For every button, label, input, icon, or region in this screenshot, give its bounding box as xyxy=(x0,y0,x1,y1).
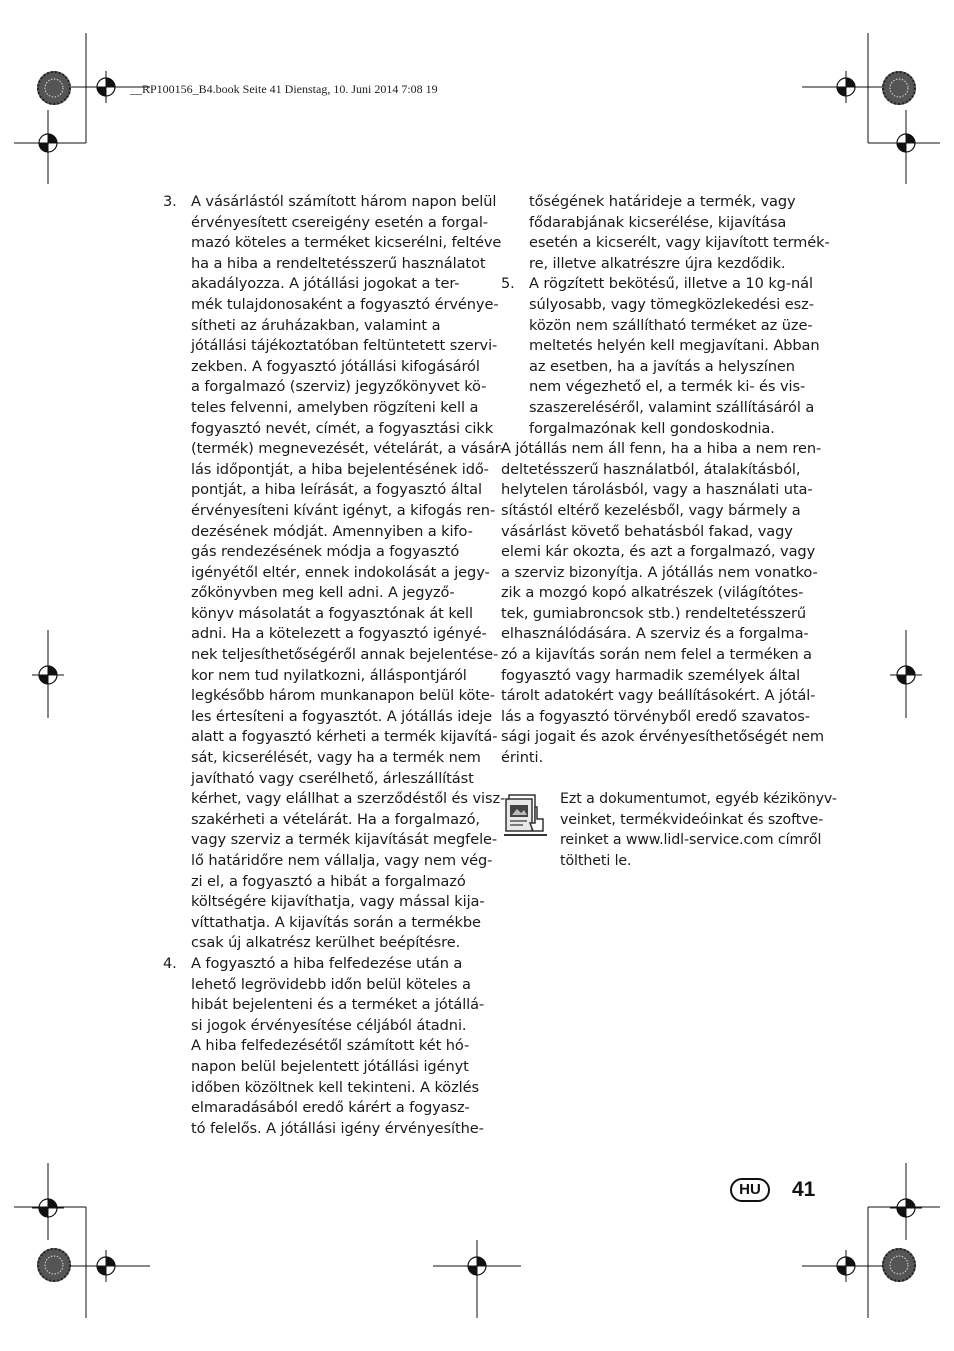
text-line: tó felelős. A jótállási igény érvényesíthe- xyxy=(191,1119,484,1137)
text-line: súlyosabb, vagy tömegközlekedési esz- xyxy=(529,295,814,313)
text-line: lás időpontját, a hiba bejelentésének idő- xyxy=(191,460,489,478)
text-line: si jogok érvényesítése céljából átadni. xyxy=(191,1016,467,1034)
text-line: A fogyasztó a hiba felfedezése után a xyxy=(191,954,463,972)
page-number: 41 xyxy=(792,1178,816,1201)
text-line: érinti. xyxy=(501,749,543,767)
text-line: sítheti az áruházakban, valamint a xyxy=(191,316,441,334)
text-line: ha a hiba a rendeltetésszerű használatot xyxy=(191,254,486,272)
text-line: lehető legrövidebb időn belül köteles a xyxy=(191,975,471,993)
text-line: zó a kijavítás során nem felel a terméken a xyxy=(501,646,812,664)
text-line: nek teljesíthetőségéről annak bejelentése- xyxy=(191,646,499,664)
text-line: vagy szerviz a termék kijavítását megfele- xyxy=(191,831,498,849)
text-line: adni. Ha a kötelezett a fogyasztó igényé- xyxy=(191,625,487,643)
text-line: szakérheti a vételárát. Ha a forgalmazó, xyxy=(191,810,480,828)
download-info-text xyxy=(560,789,837,871)
language-badge: HU xyxy=(730,1178,770,1202)
text-line: akadályozza. A jótállási jogokat a ter- xyxy=(191,275,460,293)
text-line: deltetésszerű használatból, átalakításból, xyxy=(501,460,801,478)
text-line: meltetés helyén kell megjavítani. Abban xyxy=(529,337,820,355)
text-line: érvényesített csereigény esetén a forgal- xyxy=(191,213,488,231)
text-line: időben közöltnek kell tekinteni. A közlés xyxy=(191,1078,479,1096)
text-line: elemi kár okozta, és azt a forgalmazó, vagy xyxy=(501,543,816,561)
list-item-text xyxy=(529,274,825,439)
list-item-4-continued xyxy=(501,192,830,274)
text-line: fogyasztó nevét, címét, a fogyasztási cikk xyxy=(191,419,494,437)
text-line: A rögzített bekötésű, illetve a 10 kg-nál xyxy=(529,275,813,293)
text-line: költségére kijavíthatja, vagy mással kija- xyxy=(191,893,485,911)
text-line: helytelen tárolásból, vagy a használati uta- xyxy=(501,481,813,499)
text-line: a forgalmazó (szerviz) jegyzőkönyvet kö- xyxy=(191,378,487,396)
text-line: re, illetve alkatrészre újra kezdődik. xyxy=(529,254,786,272)
left-column xyxy=(163,192,506,1139)
text-line: fogyasztó vagy harmadik személyek által xyxy=(501,666,801,684)
text-line: A jótállás nem áll fenn, ha a hiba a nem ren- xyxy=(501,440,822,458)
list-item-text xyxy=(191,954,485,1139)
text-line: lás a fogyasztó törvényből eredő szavatos- xyxy=(501,707,810,725)
text-line: pontját, a hiba leírását, a fogyasztó által xyxy=(191,481,482,499)
text-line: közön nem szállítható terméket az üze- xyxy=(529,316,813,334)
text-line: lő határidőre nem vállalja, vagy nem vég- xyxy=(191,852,493,869)
warranty-exclusion-paragraph xyxy=(501,439,825,769)
text-line: gás rendezésének módja a fogyasztó xyxy=(191,543,460,561)
text-line: szaszereléséről, valamint szállításáról a xyxy=(529,398,815,416)
text-line: tárolt adatokért vagy beállításokért. A jótál- xyxy=(501,687,816,705)
text-line: zőkönyvben meg kell adni. A jegyző- xyxy=(191,584,455,602)
text-line: reinket a www.lidl-service.com címről xyxy=(560,832,822,849)
text-line: dezésének módját. Amennyiben a kifo- xyxy=(191,522,473,540)
text-line: zik a mozgó kopó alkatrészek (világítótes- xyxy=(501,584,804,602)
right-column xyxy=(501,192,830,769)
text-line: tek, gumiabroncsok stb.) rendeltetésszerű xyxy=(501,604,807,622)
print-file-info: __RP100156_B4.book Seite 41 Dienstag, 10. Juni 2014 7:08 19 xyxy=(130,82,438,96)
text-line: a szerviz bizonyítja. A jótállás nem vonatko- xyxy=(501,563,818,581)
text-line: alatt a fogyasztó kérheti a termék kijavítá- xyxy=(191,728,498,746)
list-item-text xyxy=(191,192,506,954)
text-line: érvényesíteni kívánt igényt, a kifogás ren- xyxy=(191,501,496,519)
text-line: sági jogait és azok érvényesíthetőségét nem xyxy=(501,728,824,746)
text-line: nem végezhető el, a termék ki- és vis- xyxy=(529,378,806,396)
text-line: vásárlást követő behatásból fakad, vagy xyxy=(501,522,793,540)
text-line: tőségének határideje a termék, vagy xyxy=(529,193,796,210)
list-item-3 xyxy=(163,192,506,954)
text-line: les értesíteni a fogyasztót. A jótállás ideje xyxy=(191,707,493,725)
text-line: Ezt a dokumentumot, egyéb kézikönyv- xyxy=(560,791,837,807)
list-item-text xyxy=(529,192,830,274)
text-line: jótállási tájékoztatóban feltüntetett szervi- xyxy=(191,337,498,355)
text-line: kérhet, vagy elállhat a szerződéstől és visz- xyxy=(191,790,506,808)
text-line: hibát bejelenteni és a terméket a jótállá- xyxy=(191,996,485,1014)
text-line: A hiba felfedezésétől számított két hó- xyxy=(191,1037,470,1055)
text-line: könyv másolatát a fogyasztónak át kell xyxy=(191,604,473,622)
text-line: elhasználódására. A szerviz és a forgalma- xyxy=(501,625,809,643)
list-item-4 xyxy=(163,954,485,1139)
text-line: zi el, a fogyasztó a hibát a forgalmazó xyxy=(191,872,466,890)
text-line: mék tulajdonosaként a fogyasztó érvénye- xyxy=(191,295,499,313)
text-line: zekben. A fogyasztó jótállási kifogásáról xyxy=(191,357,480,375)
text-line: elmaradásából eredő kárért a fogyasz- xyxy=(191,1099,470,1117)
text-line: teles felvenni, amelyben rögzíteni kell a xyxy=(191,398,479,416)
text-line: csak új alkatrész kerülhet beépítésre. xyxy=(191,934,461,952)
text-line: az esetben, ha a javítás a helyszínen xyxy=(529,357,795,375)
text-line: kor nem tud nyilatkozni, álláspontjáról xyxy=(191,666,467,684)
text-line: fődarabjának kicserélése, kijavítása xyxy=(529,213,787,231)
text-line: veinket, termékvideóinkat és szoftve- xyxy=(560,811,824,828)
text-line: víttathatja. A kijavítás során a termékbe xyxy=(191,913,481,931)
text-line: napon belül bejelentett jótállási igényt xyxy=(191,1057,469,1075)
list-number: 5. xyxy=(501,275,515,293)
list-number: 4. xyxy=(163,954,177,972)
text-line: sítástól eltérő kezelésből, vagy bármely a xyxy=(501,501,801,519)
list-number: 3. xyxy=(163,193,177,210)
text-line: sát, kicserélését, vagy ha a termék nem xyxy=(191,749,481,767)
document-download-icon xyxy=(503,793,549,837)
text-line: igényétől eltér, ennek indokolását a jegy- xyxy=(191,563,490,581)
list-item-5 xyxy=(501,274,825,439)
text-line: A vásárlástól számított három napon belül xyxy=(191,193,497,210)
text-line: forgalmazónak kell gondoskodnia. xyxy=(529,419,775,437)
text-line: javítható vagy cserélhető, árleszállítást xyxy=(191,769,474,787)
text-line: mazó köteles a terméket kicserélni, feltéve xyxy=(191,234,502,252)
text-line: töltheti le. xyxy=(560,852,632,869)
text-line: legkésőbb három munkanapon belül köte- xyxy=(191,687,495,705)
text-line: esetén a kicserélt, vagy kijavított termék- xyxy=(529,234,830,252)
text-line: (termék) megnevezését, vételárát, a vásár- xyxy=(191,440,505,458)
